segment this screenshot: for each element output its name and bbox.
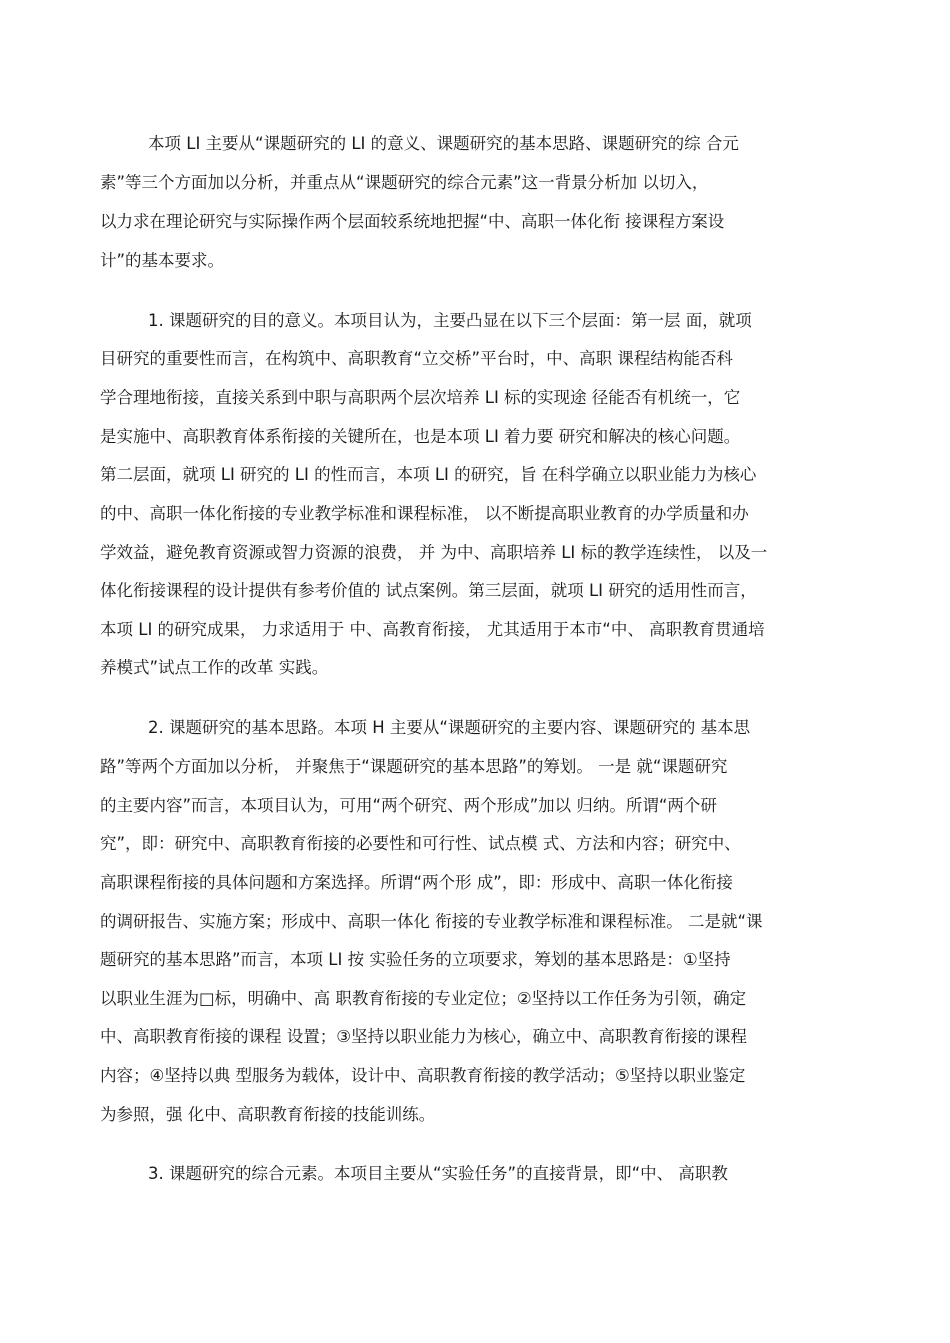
text-line: 以职业生涯为□标，明确中、高 职教育衔接的专业定位；②坚持以工作任务为引领，确定 — [100, 989, 747, 1008]
text-line: 题研究的基本思路”而言，本项 LI 按 实验任务的立项要求，筹划的基本思路是：①坚持 — [100, 950, 731, 969]
text-line: 究”，即：研究中、高职教育衔接的必要性和可行性、试点模 式、方法和内容；研究中、 — [100, 834, 741, 853]
text-line: 的调研报告、实施方案；形成中、高职一体化 衔接的专业教学标准和课程标准。 二是就“课 — [100, 912, 763, 931]
text-line: 高职课程衔接的具体问题和方案选择。所谓“两个形 成”，即：形成中、高职一体化衔接 — [100, 873, 733, 892]
text-line: 素”等三个方面加以分析，并重点从“课题研究的综合元素”这一背景分析加 以切入， — [100, 173, 709, 192]
text-line: 为参照，强 化中、高职教育衔接的技能训练。 — [100, 1105, 436, 1124]
text-line: 计”的基本要求。 — [100, 251, 225, 270]
text-line: 路”等两个方面加以分析， 并聚焦于“课题研究的基本思路”的筹划。 一是 就“课题研究 — [100, 757, 728, 776]
text-line: 1. 课题研究的目的意义。本项目认为，主要凸显在以下三个层面：第一层 面，就项 — [148, 311, 752, 330]
text-line: 本项 LI 的研究成果， 力求适用于 中、高教育衔接， 尤其适用于本市“中、 高职教育贯通培 — [100, 620, 765, 639]
text-line: 养模式”试点工作的改革 实践。 — [100, 658, 329, 677]
text-line: 3. 课题研究的综合元素。本项目主要从“实验任务”的直接背景，即“中、 高职教 — [148, 1164, 728, 1183]
text-line: 第二层面，就项 LI 研究的 LI 的性而言，本项 LI 的研究，旨 在科学确立以职业能力为核心 — [100, 465, 757, 484]
text-line: 的主要内容”而言，本项目认为，可用“两个研究、两个形成”加以 归纳。所谓“两个研 — [100, 796, 717, 815]
text-line: 2. 课题研究的基本思路。本项 H 主要从“课题研究的主要内容、课题研究的 基本思 — [148, 718, 751, 737]
text-line: 以力求在理论研究与实际操作两个层面较系统地把握“中、高职一体化衔 接课程方案设 — [100, 212, 725, 231]
text-line: 学效益，避免教育资源或智力资源的浪费， 并 为中、高职培养 LI 标的教学连续性， 以及一 — [100, 543, 768, 562]
text-line: 学合理地衔接，直接关系到中职与高职两个层次培养 LI 标的实现途 径能否有机统一，它 — [100, 388, 741, 407]
text-line: 本项 LI 主要从“课题研究的 LI 的意义、课题研究的基本思路、课题研究的综 合元 — [148, 134, 739, 153]
text-line: 目研究的重要性而言，在构筑中、高职教育“立交桥”平台时，中、高职 课程结构能否科 — [100, 349, 733, 368]
text-line: 的中、高职一体化衔接的专业教学标准和课程标准， 以不断提高职业教育的办学质量和办 — [100, 504, 749, 523]
text-line: 体化衔接课程的设计提供有参考价值的 试点案例。第三层面，就项 LI 研究的适用性而言， — [100, 581, 757, 600]
text-line: 是实施中、高职教育体系衔接的关键所在，也是本项 LI 着力要 研究和解决的核心问题。 — [100, 427, 741, 446]
text-line: 中、高职教育衔接的课程 设置；③坚持以职业能力为核心，确立中、高职教育衔接的课程 — [100, 1027, 748, 1046]
text-line: 内容；④坚持以典 型服务为载体，设计中、高职教育衔接的教学活动；⑤坚持以职业鉴定 — [100, 1066, 746, 1085]
